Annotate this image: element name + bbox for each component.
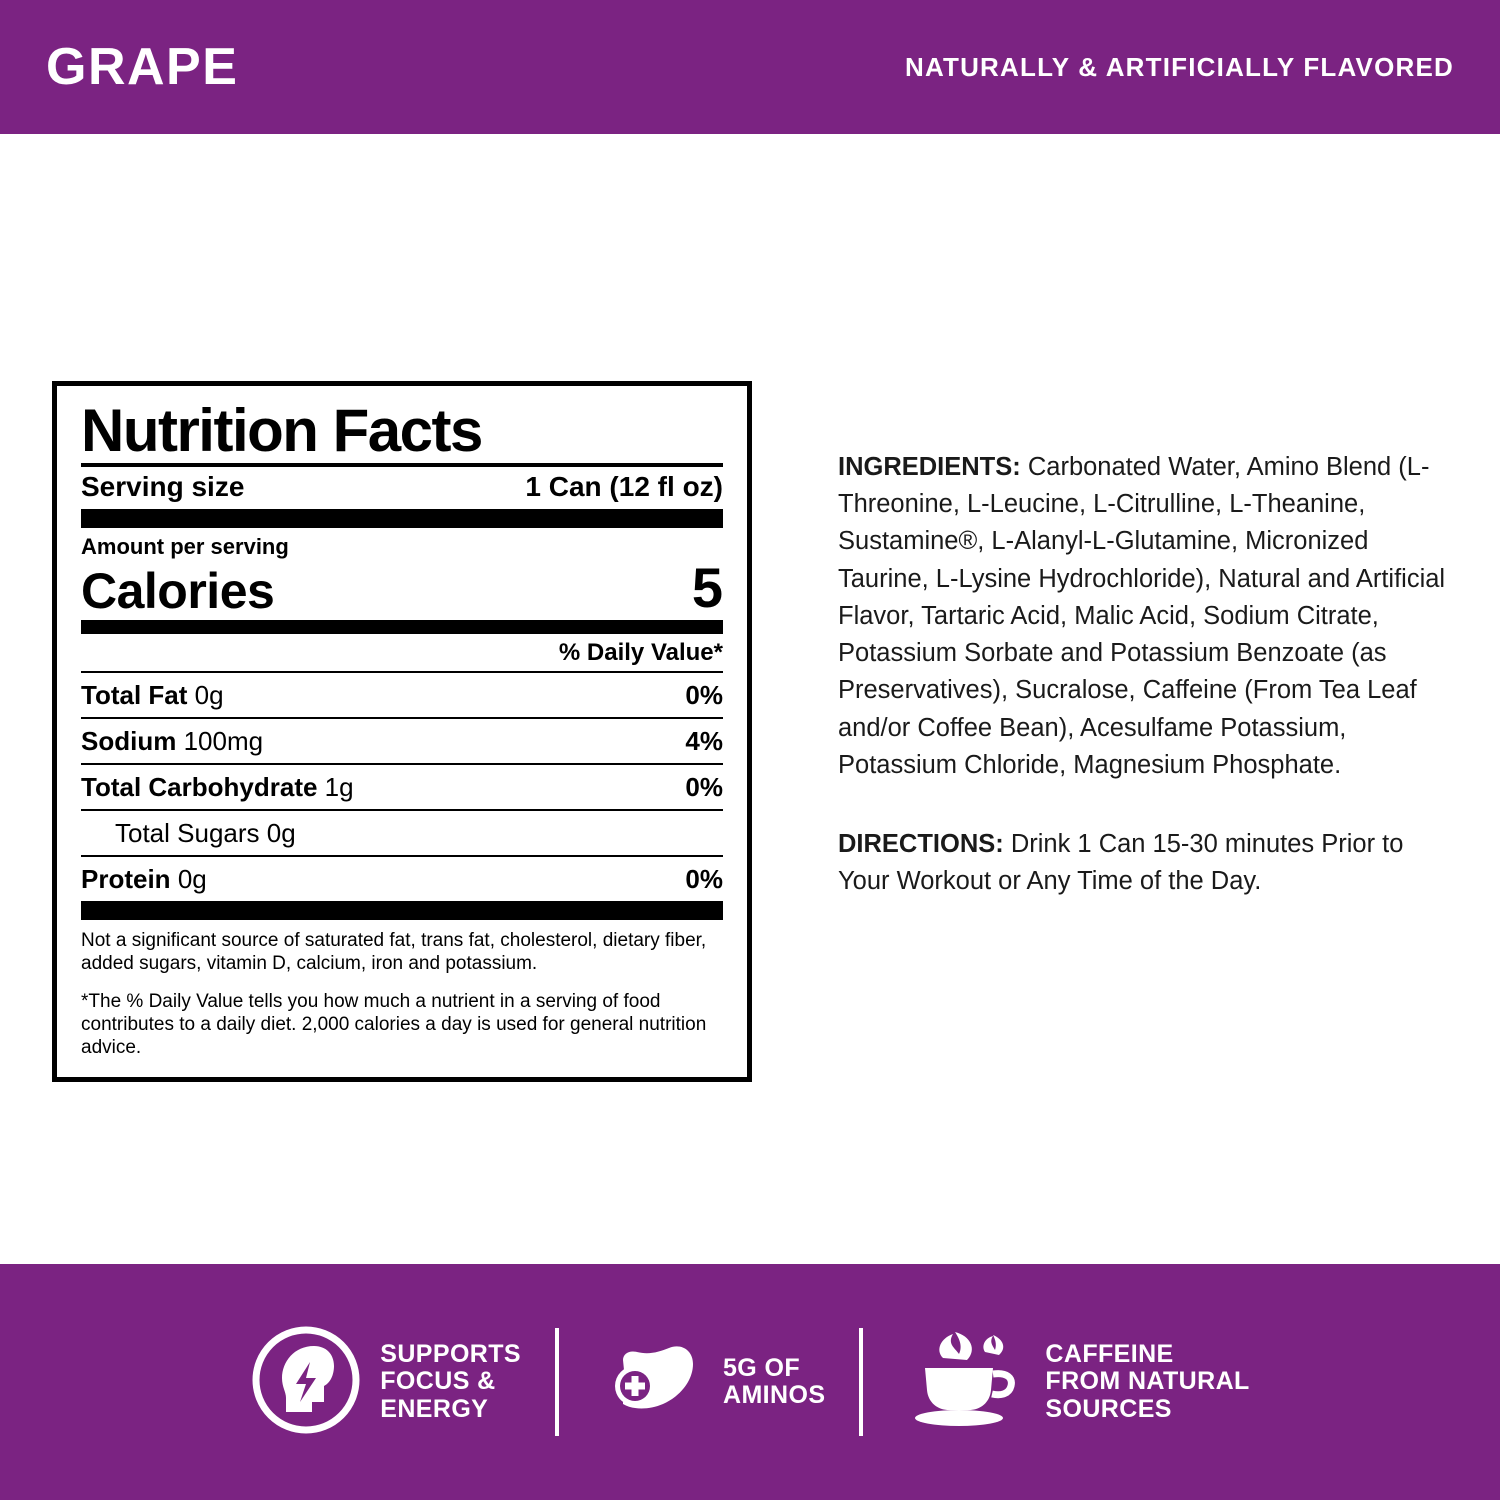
table-row [81,765,723,809]
serving-size-value: 1 Can (12 fl oz) [525,471,723,503]
nutrient-amount: 0g [194,680,224,711]
nutrient-name: Total Fat [81,680,188,711]
product-info-column [838,449,1458,900]
benefit-5g-aminos [559,1324,859,1441]
benefit-line: 5G OF [723,1353,801,1382]
calories-label: Calories [81,563,275,620]
benefit-caffeine-natural-sources [863,1324,1283,1441]
ingredients-text: Carbonated Water, Amino Blend (L-Threonine, L-Leucine, L-Citrulline, L-Theanine, Sustamine®, L-Alanyl-L-Glutamine, Micronized Taurine, L-Lysine Hydrochloride), Natural and Artificial Flavor, Tartaric Acid, Malic Acid, Sodium Citrate, Potassium Sorbate and Potassium Benzoate (as Preservatives), Sucralose, Caffeine (From Tea Leaf and/or Coffee Bean), Acesulfame Potassium, Potassium Chloride, Magnesium Phosphate. [838,453,1446,779]
benefit-label [380,1341,521,1424]
nutrient-amount: 100mg [183,726,264,757]
table-row [81,857,723,901]
head-lightning-icon [250,1324,362,1441]
nutrient-amount: 0g [177,864,207,895]
divider-end [81,620,723,634]
benefit-line: SUPPORTS [380,1339,521,1368]
benefit-line: SOURCES [1045,1394,1172,1423]
nutrition-facts-panel [52,381,752,1082]
nutrient-dv: 0% [685,864,723,895]
coffee-cup-icon [897,1324,1027,1441]
benefit-line: ENERGY [380,1394,489,1423]
nutrition-facts-title: Nutrition Facts [81,397,482,464]
benefit-line: FROM NATURAL [1045,1367,1250,1396]
benefit-label [723,1355,825,1410]
flexed-arm-plus-icon [593,1324,705,1441]
divider-thick [81,509,723,528]
nutrient-name: Protein [81,864,171,895]
benefit-label [1045,1341,1249,1424]
benefits-banner [0,1264,1500,1500]
directions-paragraph [838,826,1458,900]
ingredients-label: INGREDIENTS: [838,453,1021,481]
nutrition-footnote-2: *The % Daily Value tells you how much a nutrient in a serving of food contributes to a daily diet. 2,000 calories a day is used for general nutrition advice. [81,990,707,1058]
serving-size-row [81,467,723,509]
nutrient-amount: 0g [266,818,296,849]
daily-value-header: % Daily Value* [558,639,723,667]
directions-text: Drink 1 Can 15-30 minutes Prior to Your Workout or Any Time of the Day. [838,829,1404,896]
benefit-line: AMINOS [723,1381,826,1409]
benefit-line: CAFFEINE [1045,1339,1174,1368]
flavor-note: NATURALLY & ARTIFICIALLY FLAVORED [904,52,1454,82]
directions-label: DIRECTIONS: [838,829,1004,858]
nutrient-name: Sodium [81,726,177,757]
nutrient-dv: 0% [685,680,723,711]
nutrient-name: Total Sugars [115,818,260,849]
benefit-supports-focus-energy [216,1324,555,1441]
benefit-line: FOCUS & [380,1367,496,1396]
nutrition-footnote-1: Not a significant source of saturated fat, trans fat, cholesterol, dietary fiber, added sugars, vitamin D, calcium, iron and potassium. [81,930,707,975]
calories-value: 5 [691,556,723,620]
serving-size-label: Serving size [81,471,245,503]
nutrient-dv: 0% [685,772,723,803]
nutrient-name: Total Carbohydrate [81,772,318,803]
table-row [81,719,723,763]
nutrient-dv: 4% [685,726,723,757]
nutrient-amount: 1g [324,772,354,803]
amount-per-serving-label: Amount per serving [81,534,289,560]
ingredients-paragraph [838,449,1458,784]
calories-row [81,556,723,620]
table-row [81,673,723,717]
flavor-title: GRAPE [46,38,239,96]
divider-thick [81,901,723,920]
top-banner [0,0,1500,134]
table-row [81,811,723,855]
